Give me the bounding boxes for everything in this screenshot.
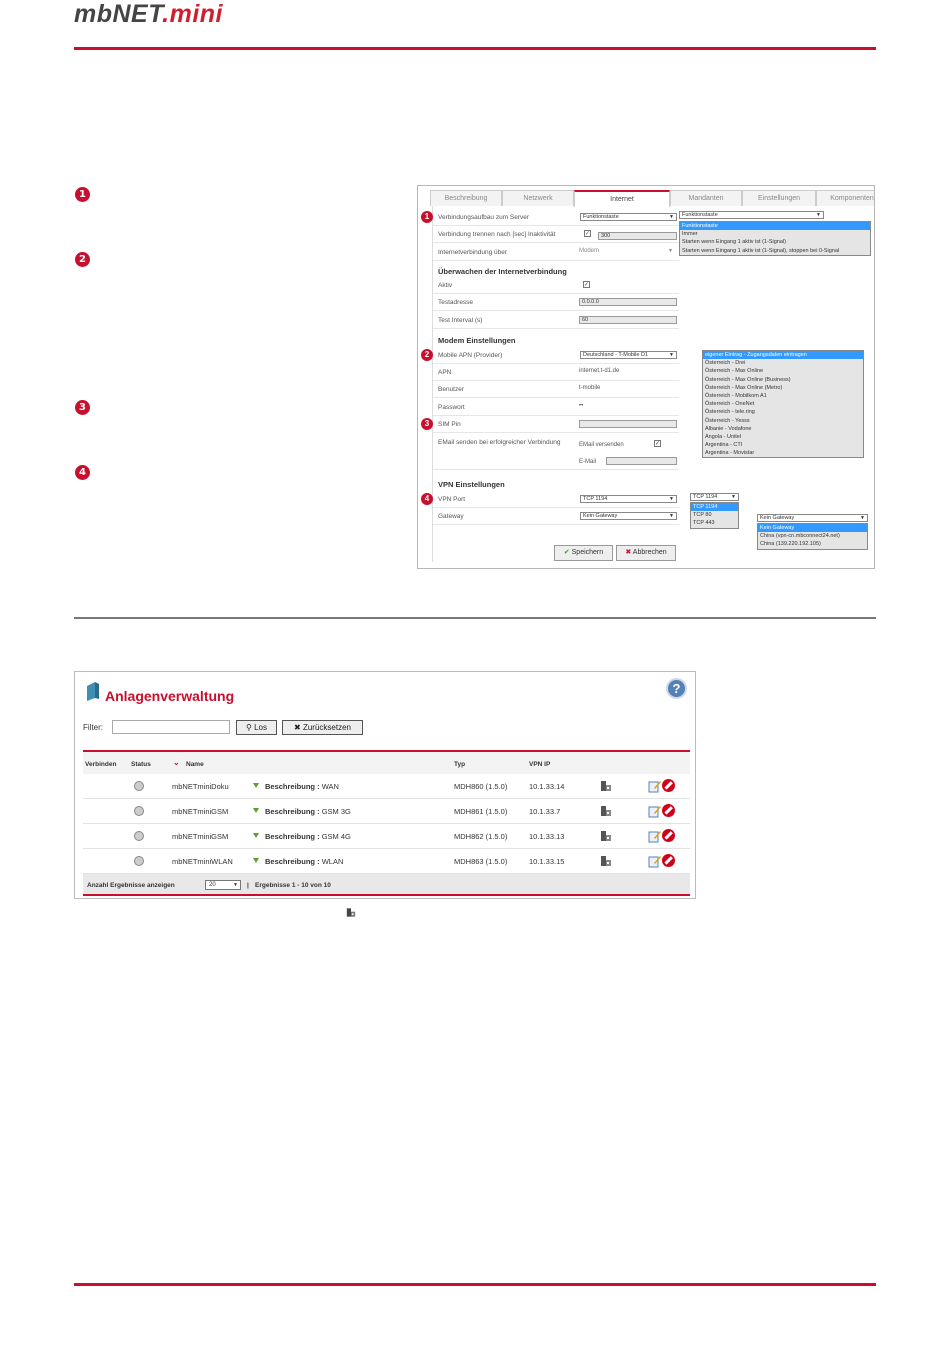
device-name: mbNETminiGSM xyxy=(172,832,229,841)
device-name: mbNETminiDoku xyxy=(172,782,229,791)
row-gateway xyxy=(433,508,679,525)
desc-label: Beschreibung : xyxy=(265,807,320,816)
row-ueber xyxy=(433,244,679,261)
desc-label: Beschreibung : xyxy=(265,832,320,841)
ueber-value[interactable]: Modem xyxy=(579,248,600,254)
device-ip: 10.1.33.13 xyxy=(529,832,565,841)
apn-option[interactable]: Österreich - Yesss xyxy=(705,417,750,424)
label-apn: APN xyxy=(438,369,452,376)
gateway-select[interactable]: Kein Gateway ▼ xyxy=(580,512,677,520)
table-row[interactable] xyxy=(83,774,690,799)
apn-option[interactable]: Österreich - Mobilkom A1 xyxy=(705,392,767,399)
vpn-option[interactable]: TCP 1194 xyxy=(691,503,738,511)
apn-option[interactable]: Albanie - Vodafone xyxy=(705,425,752,432)
gateway-option[interactable]: China (vpn-cn.mbconnect24.net) xyxy=(760,533,840,540)
apn-provider-select[interactable]: Deutschland - T-Mobile D1 ▼ xyxy=(580,351,677,359)
label-benutzer: Benutzer xyxy=(438,386,465,393)
magnifier-icon: ⚲ xyxy=(246,723,252,732)
device-typ: MDH862 (1.5.0) xyxy=(454,832,508,841)
apn-value[interactable]: internet.t-d1.de xyxy=(579,368,620,374)
device-connect-icon[interactable] xyxy=(600,805,612,817)
apn-option[interactable]: Österreich - Max Online xyxy=(705,368,764,375)
email-versenden-label: EMail versenden xyxy=(579,442,624,448)
label-server: Verbindungsaufbau zum Server xyxy=(438,214,530,221)
table-footer xyxy=(83,874,690,896)
edit-icon[interactable] xyxy=(648,854,662,868)
inner-marker-3: 3 xyxy=(421,418,433,430)
device-desc: GSM 4G xyxy=(321,832,351,841)
gateway-option[interactable]: Kein Gateway xyxy=(758,524,867,532)
label-vpnport: VPN Port xyxy=(438,496,466,503)
anlagenverwaltung-panel xyxy=(74,671,696,899)
apn-option[interactable]: Argentina - CTI xyxy=(705,442,743,449)
row-apn-provider xyxy=(433,347,679,364)
section-vpn: VPN Einstellungen xyxy=(438,480,505,489)
los-label: Los xyxy=(254,723,267,732)
label-passwort: Passwort xyxy=(438,404,465,411)
tab-einstellungen[interactable]: Einstellungen xyxy=(742,190,816,206)
edit-icon[interactable] xyxy=(648,779,662,793)
tab-mandanten[interactable]: Mandanten xyxy=(670,190,742,206)
row-aktiv xyxy=(433,277,679,294)
apn-option[interactable]: eigener Eintrag - Zugangsdaten eintragen xyxy=(703,351,863,359)
passwort-value[interactable]: •• xyxy=(579,403,584,409)
trennen-input[interactable]: 300 xyxy=(598,232,677,240)
gateway-dropdown-selected[interactable]: Kein Gateway ▼ xyxy=(757,514,868,522)
testadresse-input[interactable]: 0.0.0.0 xyxy=(579,298,677,306)
row-testadresse xyxy=(433,294,679,311)
label-ueber: Internetverbindung über xyxy=(438,249,508,256)
vpn-dropdown-list xyxy=(690,502,739,529)
inner-marker-1: 1 xyxy=(421,211,433,223)
sort-chevron-icon[interactable]: ⌄ xyxy=(173,758,180,767)
label-gateway: Gateway xyxy=(438,513,464,520)
row-email xyxy=(433,434,679,470)
col-status[interactable]: Status xyxy=(131,761,151,768)
footer-rule xyxy=(74,1283,876,1286)
email-label: E-Mail xyxy=(579,459,597,465)
device-connect-icon[interactable] xyxy=(600,830,612,842)
apn-option[interactable]: Österreich - OneNet xyxy=(705,401,755,408)
section-divider xyxy=(74,617,876,619)
device-desc: WAN xyxy=(321,782,339,791)
delete-icon[interactable] xyxy=(662,854,675,867)
label-testintervall: Test Interval (s) xyxy=(438,317,483,324)
device-typ: MDH863 (1.5.0) xyxy=(454,857,508,866)
table-row[interactable] xyxy=(83,799,690,824)
server-select[interactable]: Funktionstaste ▼ xyxy=(580,213,677,221)
marker-1: 1 xyxy=(75,187,90,202)
table-row[interactable] xyxy=(83,849,690,874)
inner-marker-2: 2 xyxy=(421,349,433,361)
row-vpnport xyxy=(433,491,679,508)
section-ueberwachen: Überwachen der Internetverbindung xyxy=(438,267,567,276)
device-logo-icon xyxy=(85,680,101,702)
apn-option[interactable]: Österreich - Max Online (Business) xyxy=(705,376,791,383)
table-row[interactable] xyxy=(83,824,690,849)
col-typ[interactable]: Typ xyxy=(454,761,466,768)
aktiv-checkbox[interactable]: ✓ xyxy=(584,282,590,288)
apn-option[interactable]: Österreich - Max Online (Metro) xyxy=(705,384,783,391)
reset-label: Zurücksetzen xyxy=(302,723,351,732)
tab-internet[interactable]: Internet xyxy=(574,190,670,207)
desc-label: Beschreibung : xyxy=(265,782,320,791)
tab-komponenten[interactable]: Komponenten xyxy=(816,190,875,206)
device-typ: MDH861 (1.5.0) xyxy=(454,807,508,816)
settings-tabs xyxy=(430,190,874,206)
device-typ: MDH860 (1.5.0) xyxy=(454,782,508,791)
apn-option[interactable]: Österreich - Drei xyxy=(705,360,746,367)
apn-option[interactable]: Argentina - Movistar xyxy=(705,450,755,457)
filter-label: Filter: xyxy=(83,723,103,732)
simpin-input[interactable] xyxy=(579,420,677,428)
help-icon[interactable]: ? xyxy=(666,678,687,699)
server-option[interactable]: Funktionstaste xyxy=(680,222,870,230)
expand-triangle-icon[interactable] xyxy=(253,808,259,813)
apn-option[interactable]: Österreich - tele.ring xyxy=(705,409,755,416)
reset-button[interactable] xyxy=(282,720,363,735)
status-indicator xyxy=(134,856,144,866)
cross-icon: ✖ xyxy=(625,549,632,556)
expand-triangle-icon[interactable] xyxy=(253,783,259,788)
server-option[interactable]: Immer xyxy=(682,231,698,238)
edit-icon[interactable] xyxy=(648,829,662,843)
device-desc: WLAN xyxy=(321,857,344,866)
label-apn-provider: Mobile APN (Provider) xyxy=(438,352,503,359)
row-benutzer xyxy=(433,381,679,398)
close-icon: ✖ xyxy=(294,723,301,732)
ueber-chevron-icon: ▼ xyxy=(668,248,673,254)
vpnport-select[interactable]: TCP 1194 ▼ xyxy=(580,495,677,503)
delete-icon[interactable] xyxy=(662,804,675,817)
expand-triangle-icon[interactable] xyxy=(253,833,259,838)
expand-triangle-icon[interactable] xyxy=(253,858,259,863)
desc-label: Beschreibung : xyxy=(265,857,320,866)
apn-option[interactable]: Angola - Unitel xyxy=(705,433,742,440)
marker-2: 2 xyxy=(75,252,90,267)
device-name: mbNETminiGSM xyxy=(172,807,229,816)
vpn-dropdown-selected[interactable]: TCP 1194 ▼ xyxy=(690,493,739,501)
label-aktiv: Aktiv xyxy=(438,282,453,289)
col-name[interactable]: Name xyxy=(186,761,204,768)
inner-marker-4: 4 xyxy=(421,493,433,505)
device-connect-icon xyxy=(346,907,356,918)
page-title: Anlagenverwaltung xyxy=(105,688,235,704)
email-checkbox[interactable]: ✓ xyxy=(655,441,661,447)
row-apn xyxy=(433,364,679,381)
row-trennen xyxy=(433,226,679,243)
settings-form xyxy=(432,206,678,562)
row-simpin xyxy=(433,416,679,433)
edit-icon[interactable] xyxy=(648,804,662,818)
marker-3: 3 xyxy=(75,400,90,415)
delete-icon[interactable] xyxy=(662,779,675,792)
col-vpnip[interactable]: VPN IP xyxy=(529,761,551,768)
tab-netzwerk[interactable]: Netzwerk xyxy=(502,190,574,206)
label-trennen: Verbindung trennen nach [sec] Inaktivität xyxy=(438,231,556,238)
footer-separator: | xyxy=(247,882,249,889)
table-header xyxy=(83,752,690,774)
device-ip: 10.1.33.7 xyxy=(529,807,561,816)
marker-4: 4 xyxy=(75,465,90,480)
vpn-option[interactable]: TCP 443 xyxy=(693,520,715,527)
device-desc: GSM 3G xyxy=(321,807,351,816)
status-indicator xyxy=(134,831,144,841)
label-email: EMail senden bei erfolgreicher Verbindung xyxy=(438,439,561,446)
cancel-button[interactable] xyxy=(616,545,676,561)
logo: mbNET.mini xyxy=(74,0,224,28)
row-passwort xyxy=(433,399,679,416)
row-testintervall xyxy=(433,312,679,329)
label-testadresse: Testadresse xyxy=(438,299,474,306)
email-input[interactable] xyxy=(606,457,677,465)
col-verbinden[interactable]: Verbinden xyxy=(85,761,117,768)
vpn-option[interactable]: TCP 80 xyxy=(693,512,712,519)
page-size-select[interactable]: 20 ▼ xyxy=(205,880,241,890)
device-ip: 10.1.33.15 xyxy=(529,857,565,866)
los-button[interactable] xyxy=(236,720,277,735)
internet-settings-screenshot xyxy=(417,185,875,569)
server-dropdown-list xyxy=(679,221,871,256)
cancel-label: Abbrechen xyxy=(632,549,667,556)
devices-table xyxy=(83,750,690,896)
header-rule xyxy=(74,47,876,50)
gateway-option[interactable]: China (139.220.192.105) xyxy=(760,541,821,548)
status-indicator xyxy=(134,806,144,816)
delete-icon[interactable] xyxy=(662,829,675,842)
status-indicator xyxy=(134,781,144,791)
filter-input[interactable] xyxy=(112,720,230,734)
count-label: Anzahl Ergebnisse anzeigen xyxy=(87,882,175,889)
device-name: mbNETminiWLAN xyxy=(172,857,233,866)
device-connect-icon[interactable] xyxy=(600,780,612,792)
trennen-checkbox[interactable]: ✓ xyxy=(585,231,591,237)
server-dropdown-selected[interactable]: Funktionstaste ▼ xyxy=(679,211,824,219)
tab-beschreibung[interactable]: Beschreibung xyxy=(430,190,502,206)
results-count: Ergebnisse 1 - 10 von 10 xyxy=(255,882,331,889)
save-label: Speichern xyxy=(571,549,604,556)
server-option[interactable]: Starten wenn Eingang 1 aktiv ist (1-Signal) xyxy=(682,239,786,246)
testintervall-input[interactable]: 60 xyxy=(579,316,677,324)
gateway-dropdown-list xyxy=(757,523,868,550)
apn-dropdown-list xyxy=(702,350,864,458)
device-connect-icon[interactable] xyxy=(600,855,612,867)
benutzer-value[interactable]: t-mobile xyxy=(579,385,601,391)
label-simpin: SIM Pin xyxy=(438,421,461,428)
section-modem: Modem Einstellungen xyxy=(438,336,516,345)
server-option[interactable]: Starten wenn Eingang 1 aktiv ist (1-Signal), stoppen bei 0-Signal xyxy=(682,247,840,254)
check-icon: ✔ xyxy=(563,549,570,556)
save-button[interactable] xyxy=(554,545,613,561)
row-server xyxy=(433,209,679,226)
device-ip: 10.1.33.14 xyxy=(529,782,565,791)
